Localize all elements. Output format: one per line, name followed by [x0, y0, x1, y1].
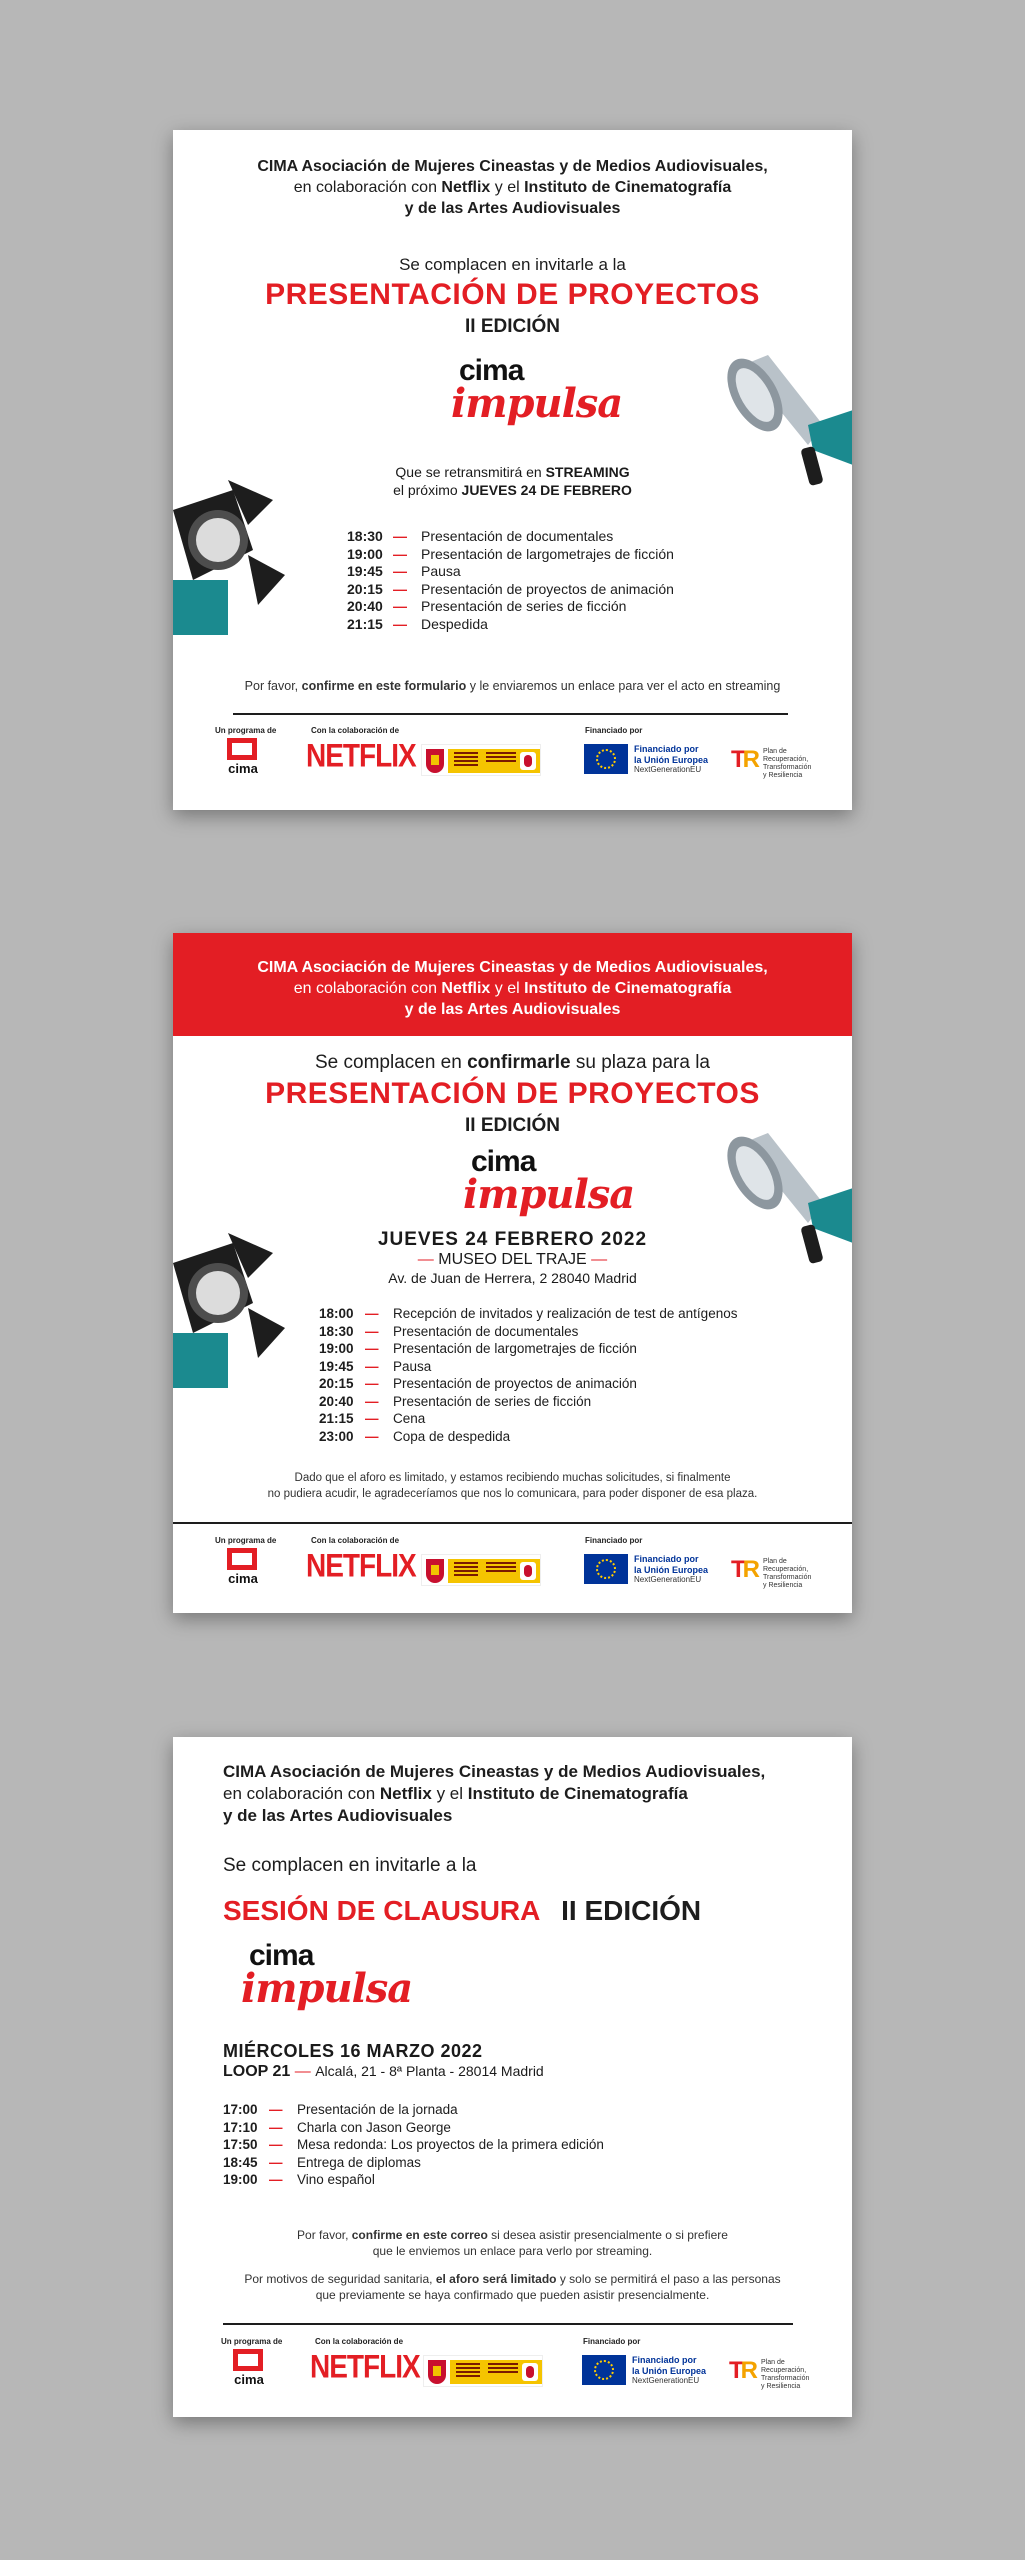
event-venue: — MUSEO DEL TRAJE — — [417, 1251, 608, 1268]
schedule-row: 19:45 — Pausa — [319, 1358, 432, 1374]
cima-impulsa-logo: cima impulsa — [451, 354, 623, 427]
streaming-info: Que se retransmitirá en STREAMING el próximo JUEVES 24 DE FEBRERO — [393, 464, 632, 498]
capacity-note: Dado que el aforo es limitado, y estamos recibiendo muchas solicitudes, si finalmente no pudiera acudir, le agradeceríamos que nos lo comunicara, para poder disponer de esa plaza. — [267, 1472, 758, 1500]
edition-label: II EDICIÓN — [464, 316, 560, 337]
event-title: PRESENTACIÓN DE PROYECTOS — [265, 1077, 760, 1110]
invitation-card-confirmation — [173, 933, 852, 1613]
event-title: PRESENTACIÓN DE PROYECTOS — [265, 278, 760, 311]
schedule-list — [319, 1305, 737, 1445]
divider — [173, 1522, 852, 1524]
schedule-row: 19:00 — Presentación de largometrajes de ficción — [319, 1341, 637, 1356]
prtr-logo: TR Plan de Recuperación, Transformación y Resiliencia — [731, 1556, 812, 1589]
netflix-logo: NETFLIX — [306, 737, 416, 774]
schedule-list — [223, 2101, 604, 2189]
invite-text: Se complacen en invitarle a la — [399, 255, 626, 274]
edition-label: II EDICIÓN — [561, 1895, 702, 1926]
schedule-row: 23:00 — Copa de despedida — [319, 1428, 511, 1444]
eu-nextgen-logo: Financiado por la Unión Europea NextGenerationEU — [584, 1552, 710, 1588]
invite-text: Se complacen en confirmarle su plaza para la — [315, 1052, 710, 1073]
sponsor-footer: Un programa de cima Con la colaboración de NETFLIX Financiado por Financiado por la Unión Europea NextGenerationEU TR Plan de Recuperación, Transformación y Resiliencia — [173, 2331, 852, 2417]
schedule-row: 18:30 — Presentación de documentales — [347, 528, 614, 544]
netflix-logo: NETFLIX — [306, 1547, 416, 1584]
schedule-row: 20:15 — Presentación de proyectos de animación — [319, 1376, 637, 1391]
gobierno-icaa-logo — [421, 744, 541, 776]
sponsor-footer: Un programa de cima Con la colaboración de NETFLIX Financiado por Financiado por la Unión Europea NextGenerationEU TR Plan de Recuperación, Transformación y Resiliencia — [173, 720, 852, 810]
schedule-row: 20:15 — Presentación de proyectos de animación — [347, 580, 674, 597]
cima-impulsa-logo: cima impulsa — [463, 1145, 635, 1218]
invitation-card-streaming — [173, 130, 852, 810]
schedule-row: 21:15 — Despedida — [347, 615, 488, 632]
schedule-list — [347, 528, 674, 633]
prtr-logo: TR Plan de Recuperación, Transformación y Resiliencia — [729, 2357, 810, 2390]
netflix-logo: NETFLIX — [310, 2348, 420, 2385]
confirm-note: Por favor, confirme en este correo si desea asistir presencialmente o si prefiere que le enviemos un enlace para verlo por streaming. — [297, 2228, 728, 2258]
schedule-row: 18:45 — Entrega de diplomas — [223, 2154, 421, 2170]
edition-label: II EDICIÓN — [464, 1115, 560, 1136]
divider — [223, 2323, 793, 2325]
eu-nextgen-logo: Financiado por la Unión Europea NextGenerationEU — [584, 742, 710, 778]
card-header: CIMA Asociación de Mujeres Cineastas y de Medios Audiovisuales, en colaboración con Netflix y el Instituto de Cinematografía y de las Artes Audiovisuales — [173, 933, 852, 1036]
schedule-row: 20:40 — Presentación de series de ficción — [319, 1393, 592, 1409]
safety-note: Por motivos de seguridad sanitaria, el aforo será limitado y solo se permitirá el paso a las personas que previamente se haya confirmado que pueden asistir presencialmente. — [244, 2272, 781, 2302]
event-venue: LOOP 21 — Alcalá, 21 - 8ª Planta - 28014 Madrid — [223, 2063, 544, 2080]
event-title-line — [223, 1895, 701, 1927]
confirm-form-link[interactable]: confirme en este formulario — [301, 679, 467, 693]
sponsor-footer: Un programa de cima Con la colaboración de NETFLIX Financiado por Financiado por la Unión Europea NextGenerationEU TR Plan de Recuperación, Transformación y Resiliencia — [173, 1530, 852, 1613]
schedule-row: 21:15 — Cena — [319, 1411, 426, 1426]
schedule-row: 17:50 — Mesa redonda: Los proyectos de la primera edición — [223, 2137, 604, 2152]
invitation-card-closing — [173, 1737, 852, 2417]
schedule-row: 19:00 — Presentación de largometrajes de ficción — [347, 545, 674, 562]
header-line-1: CIMA Asociación de Mujeres Cineastas y de Medios Audiovisuales, — [257, 158, 768, 175]
event-title: SESIÓN DE CLAUSURA — [223, 1895, 540, 1926]
event-address: Av. de Juan de Herrera, 2 28040 Madrid — [388, 1270, 637, 1286]
schedule-row: 17:10 — Charla con Jason George — [223, 2119, 451, 2135]
prtr-logo: TR Plan de Recuperación, Transformación y Resiliencia — [731, 746, 812, 779]
eu-nextgen-logo: Financiado por la Unión Europea NextGenerationEU — [582, 2353, 708, 2389]
schedule-row: 19:45 — Pausa — [347, 563, 461, 579]
card-header: CIMA Asociación de Mujeres Cineastas y de Medios Audiovisuales, en colaboración con Netflix y el Instituto de Cinematografía y de las Artes Audiovisuales — [173, 156, 852, 219]
stage-light-icon — [173, 480, 288, 640]
cima-impulsa-logo: cima impulsa — [241, 1939, 413, 2012]
schedule-row: 18:30 — Presentación de documentales — [319, 1323, 579, 1339]
schedule-row: 19:00 — Vino español — [223, 2172, 375, 2187]
cima-logo: cima — [223, 738, 263, 784]
confirm-email-link[interactable]: confirme en este correo — [351, 2228, 488, 2242]
event-date: JUEVES 24 FEBRERO 2022 — [377, 1229, 648, 1250]
gobierno-icaa-logo — [423, 2355, 543, 2387]
cima-logo: cima — [223, 1548, 263, 1594]
confirm-note: Por favor, confirme en este formulario y le enviaremos un enlace para ver el acto en streaming — [244, 679, 781, 693]
gobierno-icaa-logo — [421, 1554, 541, 1586]
card-header: CIMA Asociación de Mujeres Cineastas y de Medios Audiovisuales, en colaboración con Netflix y el Instituto de Cinematografía y de las Artes Audiovisuales — [223, 1762, 766, 1825]
schedule-row: 18:00 — Recepción de invitados y realización de test de antígenos — [319, 1306, 738, 1321]
divider — [233, 713, 788, 715]
cima-logo: cima — [229, 2349, 269, 2395]
invite-text: Se complacen en invitarle a la — [223, 1855, 477, 1876]
schedule-row: 20:40 — Presentación de series de ficción — [347, 598, 627, 614]
schedule-row: 17:00 — Presentación de la jornada — [223, 2102, 458, 2117]
event-date: MIÉRCOLES 16 MARZO 2022 — [223, 2041, 483, 2061]
